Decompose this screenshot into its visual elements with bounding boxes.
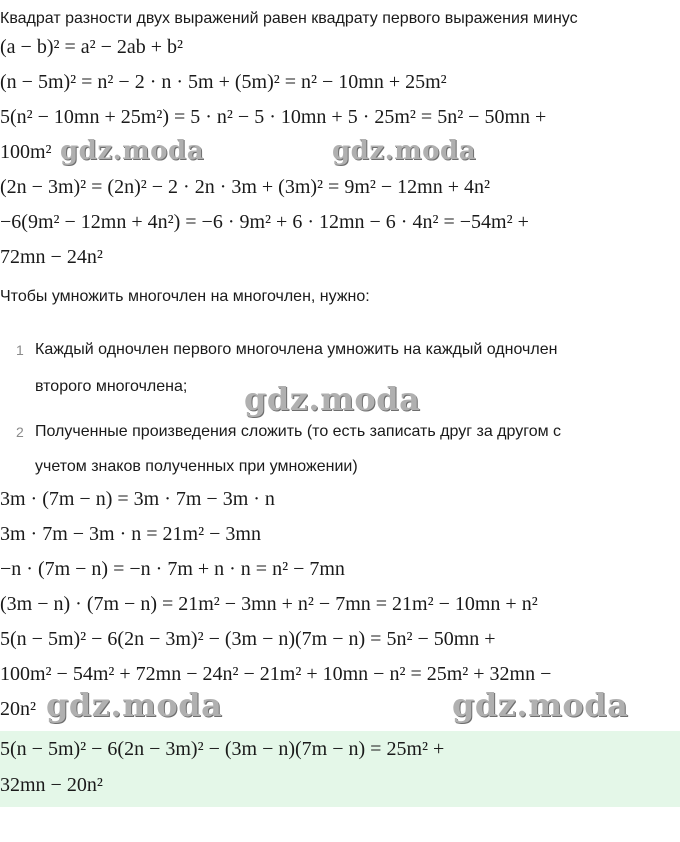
watermark: gdz.moda <box>60 136 205 166</box>
step-text: Каждый одночлен первого многочлена умножить на каждый одночлен <box>35 341 558 358</box>
step-text: учетом знаков полученных при умножении) <box>35 458 358 475</box>
step-number: 1 <box>16 342 24 358</box>
step-number: 2 <box>16 424 24 440</box>
formula-line: (n − 5m)² = n² − 2 · n · 5m + (5m)² = n² − 10mn + 25m² <box>0 71 447 93</box>
formula-line: 5(n² − 10mn + 25m²) = 5 · n² − 5 · 10mn + 5 · 25m² = 5n² − 50mn + <box>0 106 547 128</box>
formula-line: 3m · (7m − n) = 3m · 7m − 3m · n <box>0 488 275 510</box>
watermark: gdz.moda <box>332 136 477 166</box>
formula-line: 100m² <box>0 141 52 163</box>
formula-line: −n · (7m − n) = −n · 7m + n · n = n² − 7mn <box>0 558 345 580</box>
step-text: Полученные произведения сложить (то есть записать друг за другом с <box>35 423 562 440</box>
formula-line: 72mn − 24n² <box>0 246 103 268</box>
formula-line: −6(9m² − 12mn + 4n²) = −6 · 9m² + 6 · 12mn − 6 · 4n² = −54m² + <box>0 211 529 233</box>
step-text: второго многочлена; <box>35 378 188 395</box>
formula-line: (3m − n) · (7m − n) = 21m² − 3mn + n² − 7mn = 21m² − 10mn + n² <box>0 593 538 615</box>
formula-line: 100m² − 54m² + 72mn − 24n² − 21m² + 10mn − n² = 25m² + 32mn − <box>0 663 552 685</box>
formula-line: 5(n − 5m)² − 6(2n − 3m)² − (3m − n)(7m − n) = 5n² − 50mn + <box>0 628 496 650</box>
formula-line: (2n − 3m)² = (2n)² − 2 · 2n · 3m + (3m)² = 9m² − 12mn + 4n² <box>0 176 490 198</box>
watermark: gdz.moda <box>46 686 223 724</box>
intro-text: Квадрат разности двух выражений равен квадрату первого выражения минус <box>0 10 578 27</box>
answer-line: 5(n − 5m)² − 6(2n − 3m)² − (3m − n)(7m − n) = 25m² + <box>0 738 445 760</box>
watermark: gdz.moda <box>244 380 421 418</box>
formula-line: 20n² <box>0 698 36 720</box>
watermark: gdz.moda <box>452 686 629 724</box>
rule-intro: Чтобы умножить многочлен на многочлен, нужно: <box>0 288 370 305</box>
formula-line: 3m · 7m − 3m · n = 21m² − 3mn <box>0 523 261 545</box>
formula-line: (a − b)² = a² − 2ab + b² <box>0 36 184 58</box>
answer-line: 32mn − 20n² <box>0 774 103 796</box>
